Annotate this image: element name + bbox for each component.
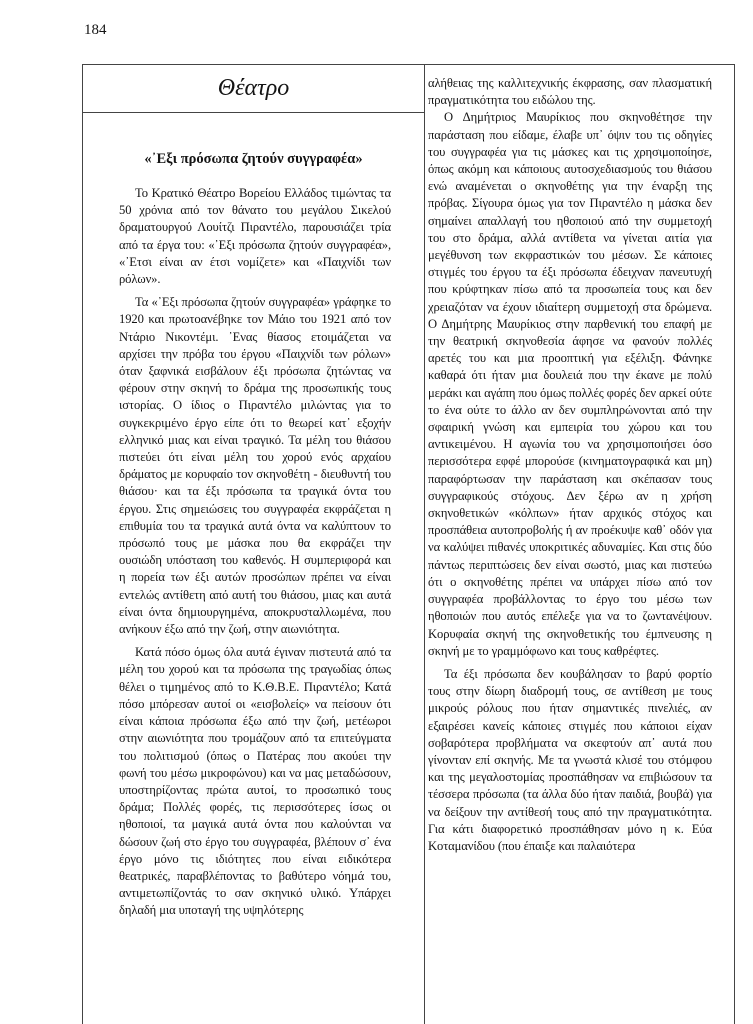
column-divider <box>424 65 425 1024</box>
section-title-box <box>83 65 424 113</box>
section-title: Θέατρο <box>217 75 290 101</box>
paragraph: αλήθειας της καλλιτεχνικής έκφρασης, σαν πλασματική πραγματικότητα του ειδώλου της. <box>428 76 712 108</box>
right-column <box>428 75 712 855</box>
page-number: 184 <box>84 22 107 38</box>
left-column <box>119 185 391 920</box>
paragraph: Τα έξι πρόσωπα δεν κουβάλησαν το βαρύ φορτίο τους στην δίωρη διαδρομή τους, σε αντίθεση με τους μικρούς ρόλους που ήταν σημαντικές πινελιές, αν εξαιρέσει κανείς κάποιες στιγμές που κάποιοι είχαν σοβαρότερα προβλήματα να σκεφτούν απ᾿ αυτά που γίνονταν επί σκηνής. Με τα γνωστά κλισέ του στόμφου και της μεγαλοστομίας προσπάθησαν να επιβιώσουν τα τέσσερα πρόσωπα (τα άλλα δύο ήταν παιδιά, βουβά) για να δείξουν την αντίθεσή τους από την πραγματικότητα. Για κάτι διαφορετικό προσπάθησαν μόνο η κ. Εύα Κοταμανίδου (που έπαιξε και παλαιότερα <box>428 666 712 853</box>
paragraph: Κατά πόσο όμως όλα αυτά έγιναν πιστευτά από τα μέλη του χορού και τα πρόσωπα της τραγωδίας όπως θέλει ο τιμημένος από το Κ.Θ.Β.Ε. Πιραντέλο; Κατά πόσο μπόρεσαν αυτοί οι «εισβολείς» να πείσουν ότι είναι κάποια πρόσωπα έξω από την ζωή, μετέωροι στην αιωνιότητα που τρομάζουν από τα επιτεύγματα του πολιτισμού (όπως ο Πατέρας που ακούει την φωνή του μέσω μικροφώνου) και να μας μεταδώσουν, υποστηρίζοντας πρώτα αυτοί, το προσωπικό τους δράμα; Πολλές φορές, τις περισσότερες ίσως οι ηθοποιοί, τα μαγικά αυτά όντα που καλούνται να δώσουν ζωή στο έργο του συγγραφέα, βλέπουν σ᾿ ένα έργο μόνο τις ιδιότητες που είναι ειδικότερα θεατρικές, παραβλέποντας το βαθύτερο νόημά του, αντιμετωπίζοντάς το σαν σκηνικό υλικό. Υπάρχει δηλαδή μια υποταγή της υψηλότερης <box>119 645 391 918</box>
article-frame <box>82 64 735 1024</box>
paragraph: Ο Δημήτριος Μαυρίκιος που σκηνοθέτησε την παράσταση που είδαμε, έλαβε υπ᾿ όψιν του τις οδηγίες του συγγραφέα για τις μάσκες και τις χρησιμοποίησε, όπως ακόμη και κάποιους αυτοσχεδιασμούς του θιάσου ενώ αναμένεται ο σκηνοθέτης για την έναρξη της πρόβας. Σίγουρα όμως για τον Πιραντέλο η μάσκα δεν σημαίνει απαλλαγή του ηθοποιού από την συμμετοχή του στο δράμα, αλλά αντίθετα να γίνεται αιτία για μεγέθυνση των εκφραστικών του μέσων. Σε κάποιες στιγμές του έργου τα έξι πρόσωπα έδειχναν πανευτυχή που κρύφτηκαν πίσω από τα προσωπεία τους και δεν χρειαζόταν να έχουν ιδιαίτερη συμμετοχή στα δρώμενα. Ο Δημήτρης Μαυρίκιος στην παρθενική του επαφή με την θεατρική σκηνοθεσία άφησε να φανούν πολλές αρετές του και μια προοπτική για εξέλιξη. Φάνηκε καθαρά ότι ήταν μια δουλειά που την έκανε με πολύ μεράκι και αγάπη που όμως πολλές φορές δεν αρκεί ούτε το ένα ούτε το άλλο αν δεν συμπληρώνονται από την σφαιρική γνώση και εμπειρία του χώρου και του αντικειμένου. Η αγωνία του να χρησιμοποιήσει όσο περισσότερα εφφέ μπορούσε (κινηματογραφικά και μη) παραφόρτωσαν την παράσταση και σκέπασαν τους συγγραφικούς στόχους. Δεν ξέρω αν η χρήση σκηνοθετικών «κόλπων» ήταν αρχικός στόχος και προσπάθεια αυτοπροβολής ή αν προέκυψε καθ᾿ οδόν για να καλύψει πιθανές υποκριτικές αδυναμίες. Και στις δύο πάντως περιπτώσεις δεν είναι σωστό, μιας και πιστεύω ότι ο σκηνοθέτης πρέπει να υπάρχει πίσω από τον συγγραφέα προβάλλοντας το έργο του μέσω των ηθοποιών που αυτός επέλεξε για να το ζωντανέψουν. Κορυφαία σκηνή της σκηνοθετικής του έμπνευσης η σκηνή με το γραμμόφωνο και τους καθρέφτες. <box>428 110 712 658</box>
article-heading: «᾿Εξι πρόσωπα ζητούν συγγραφέα» <box>144 151 363 167</box>
paragraph: Το Κρατικό Θέατρο Βορείου Ελλάδος τιμώντας τα 50 χρόνια από τον θάνατο του μεγάλου Σικελού δραματουργού Λουίτζι Πιραντέλο, παρουσιάζει τρία από τα έργα του: «᾿Εξι πρόσωπα ζητούν συγγραφέα», «᾿Ετσι είναι αν έτσι νομίζετε» και «Παιχνίδι των ρόλων». <box>119 186 391 287</box>
paragraph: Τα «᾿Εξι πρόσωπα ζητούν συγγραφέα» γράφηκε το 1920 και πρωτοανέβηκε τον Μάιο του 1921 από τον Ντάριο Νικοντέμι. ᾿Ενας θίασος ετοιμάζεται να αρχίσει την πρόβα του έργου «Παιχνίδι των ρόλων» όταν ξαφνικά εισβάλουν έξι πρόσωπα ζητώντας να φέρουν στην σκηνή το δράμα της προσωπικής τους ιστορίας. Ο ίδιος ο Πιραντέλο μιλώντας για το συγκεκριμένο έργο είπε ότι το θεωρεί κατ᾿ εξοχήν ελληνικό μιας και είναι τραγικό. Τα μέλη του θιάσου πιστεύει ότι είναι μέλη του χορού ενός αρχαίου δράματος με κορυφαίο τον σκηνοθέτη - διευθυντή του θιάσου· και τα έξι πρόσωπα τα τραγικά όντα του έργου. Στις σημειώσεις του συγγραφέα εκφράζεται η επιθυμία του τα τραγικά αυτά όντα να καλύπτουν το πρόσωπό τους με μάσκα που θα εκφράζει την ουσιώδη υπόσταση του καθενός. Η συμπεριφορά και η πορεία των έξι αυτών προσώπων πρέπει να είναι εντελώς αντίθετη από αυτή του θιάσου, μιας και αυτά είναι όντα δημιουργημένα, αποκρυσταλλωμένα, που ανήκουν έξω από την ζωή, στην αιωνιότητα. <box>119 295 391 637</box>
